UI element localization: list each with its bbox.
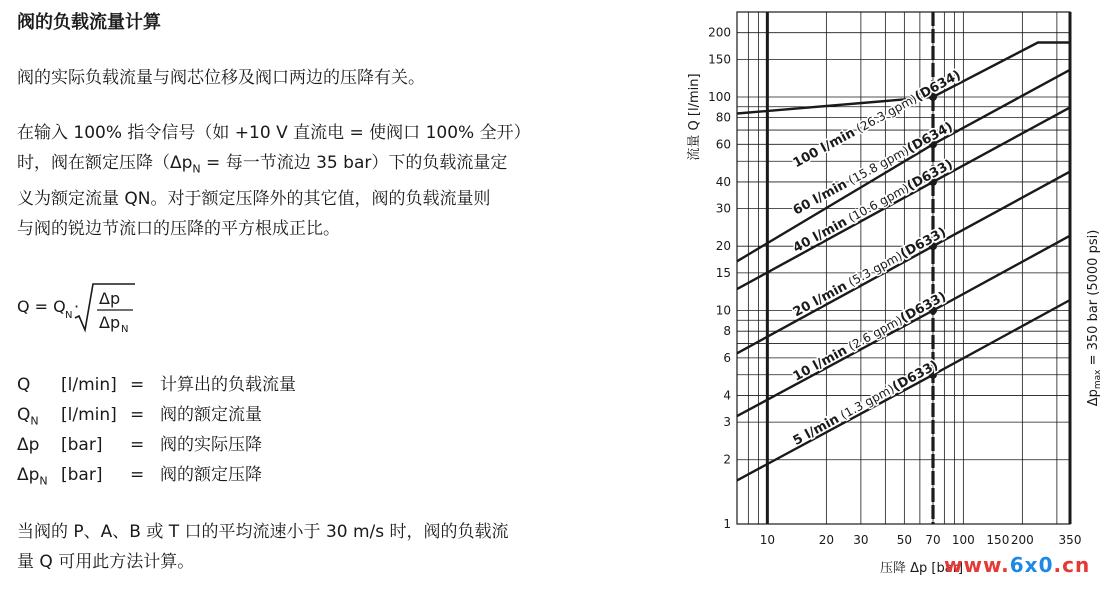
flow-formula: [17, 280, 157, 340]
series-label-text: 60 l/min (15.8 gpm)(D634): [790, 119, 956, 219]
y-axis-title: 流量 Q [l/min]: [687, 73, 702, 161]
y-tick-label: 8: [723, 324, 731, 339]
y-tick-label: 200: [708, 25, 731, 40]
y-tick-label: 15: [715, 265, 731, 280]
formula-lhs: Q = Q: [17, 297, 66, 316]
y-tick-label: 20: [715, 239, 731, 254]
y-tick-label: 80: [715, 110, 731, 125]
y-tick-label: 10: [715, 303, 731, 318]
formula-lhs-sub: N: [65, 310, 73, 321]
series-label-text: 5 l/min (1.3 gpm)(D633): [790, 357, 941, 449]
description-line-3: 义为额定流量 QN。对于额定压降外的其它值，阀的负载流量则: [17, 189, 491, 210]
flow-pressure-chart: [680, 0, 1117, 588]
x-tick-label: 100: [951, 533, 975, 547]
x-tick-label: 50: [896, 533, 913, 547]
y-tick-label: 150: [708, 52, 731, 67]
watermark-brand: 6x0: [1009, 553, 1054, 577]
x-tick-label: 70: [925, 533, 941, 547]
series-label-text: 100 l/min (26.3 gpm)(D634): [790, 67, 964, 172]
x-tick-label: 150: [986, 533, 1010, 547]
site-watermark: [944, 553, 1090, 577]
series-label-text: 20 l/min (5.3 gpm)(D633): [790, 224, 949, 321]
description-line-2: 时，阀在额定压降（$\Delta p_N$ = 每一节流边 35 bar）下的负载流量定: [17, 153, 508, 176]
plot-frame: [737, 12, 1070, 524]
watermark-www: www.: [944, 553, 1010, 577]
series-label-text: 10 l/min (2.6 gpm)(D633): [790, 289, 949, 385]
y-tick-label: 4: [723, 388, 731, 403]
section-title: 阀的负载流量计算: [17, 12, 161, 33]
y-tick-label: 1: [723, 517, 731, 531]
y-tick-label: 30: [715, 201, 731, 216]
x-axis-title: 压降 Δp [bar]: [880, 561, 964, 576]
series-label: [791, 68, 964, 171]
y-tick-label: 40: [715, 174, 731, 189]
x-tick-label: 20: [818, 533, 835, 547]
intro-paragraph: 阀的实际负载流量与阀芯位移及阀口两边的压降有关。: [17, 68, 425, 88]
formula-denominator-sub: N: [121, 324, 129, 335]
description-line-4: 与阀的锐边节流口的压降的平方根成正比。: [17, 219, 340, 240]
formula-dot: ·: [74, 297, 80, 316]
description-paragraph: [17, 118, 531, 244]
footer-line-1: 当阀的 P、A、B 或 T 口的平均流速小于 30 m/s 时，阀的负载流: [17, 522, 509, 542]
description-line-1: 在输入 100% 指令信号（如 +10 V 直流电 = 使阀口 100% 全开）: [17, 123, 531, 143]
formula-denominator: Δp: [99, 313, 121, 332]
y-tick-label: 3: [723, 415, 731, 430]
x-tick-label: 200: [1010, 533, 1034, 547]
x-tick-label: 30: [853, 533, 869, 547]
footer-paragraph: [17, 517, 509, 577]
formula-numerator: Δp: [99, 289, 121, 308]
series-label-text: 40 l/min (10.6 gpm)(D633): [790, 157, 956, 257]
y-tick-label: 100: [708, 89, 731, 104]
y-tick-label: 2: [723, 452, 731, 467]
chart-svg: [680, 0, 1117, 588]
y-tick-label: 6: [723, 350, 731, 365]
right-axis-title: $\Delta p_{max} = 350$ bar (5000 psi): [1086, 229, 1103, 407]
y-tick-label: 60: [715, 137, 731, 152]
watermark-domain: .cn: [1053, 553, 1091, 577]
x-tick-label: 10: [759, 533, 776, 547]
x-tick-label: 350: [1058, 533, 1082, 547]
footer-line-2: 量 Q 可用此方法计算。: [17, 552, 195, 572]
